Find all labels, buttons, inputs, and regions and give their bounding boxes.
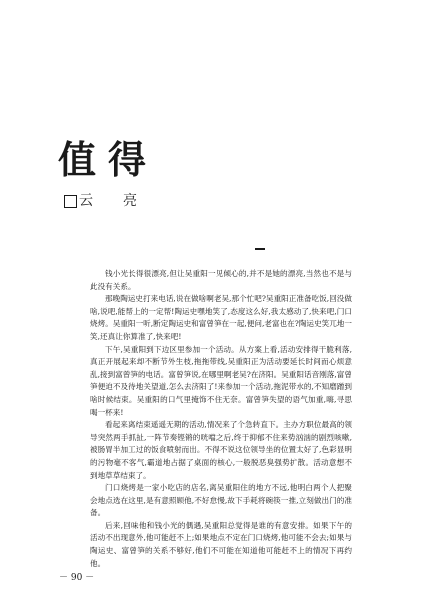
paragraph: 看起来离结束遥遥无期的活动,情况来了个急转直下。主办方职位最高的领导突然两手抓扯,一阵节奏铿锵的咣噹之后,终于抑郁不住来势汹汹的剧烈咳嗽,被肠胃半加工过的饭食喷射而出。不得不说这位领导坐的位置太好了,色彩显明的污物毫不客气,霸道地占据了桌面的核心,一般脱恶臭强势扩散。活动意想不到地草草结束了。 bbox=[90, 420, 352, 480]
author-char: 亮 bbox=[123, 193, 137, 209]
article-title: 值得 bbox=[58, 137, 159, 182]
article-body bbox=[90, 268, 352, 570]
paragraph: 钱小光长得很漂亮,但让吴重阳一见倾心的,并不是她的漂亮,当然也不是与此没有关系。 bbox=[90, 269, 352, 291]
paragraph: 后来,回味他和钱小光的偶遇,吴重阳总觉得是谁的有意安排。如果下午的活动不出现意外,他可能赶不上;如果地点不定在门口烧烤,他可能不会去;如果与陶运史、富曾笋的关系不够好,他们不可能在知道他可能赶不上的情况下再约他。 bbox=[90, 520, 352, 568]
paragraph: 那晚陶运史打来电话,说在做啥啊老吴,那个忙吧?吴重阳正准备吃饭,回没做啥,说吧,能帮上的一定帮!陶运史嘿地笑了,态度这么好,我太感动了,快来吧,门口烧烤。吴重阳一听,断定陶运史和富曾笋在一起,便问,老富也在?陶运史笑兀地一笑,还真让你算准了,快来吧! bbox=[90, 294, 352, 341]
author-char: 云 bbox=[79, 193, 93, 209]
page-number: － 90 － bbox=[59, 573, 95, 583]
section-marker bbox=[255, 248, 265, 250]
paragraph: 门口烧烤是一家小吃店的店名,离吴重阳住的地方不远,他明白两个人把聚会地点选在这里,是有意照顾他,不好怠慢,故下手耗将碗筷一推,立刻做出门的准备。 bbox=[90, 483, 352, 518]
byline bbox=[64, 192, 137, 210]
author-name bbox=[79, 192, 137, 210]
paragraph: 下午,吴重阳到下边区里参加一个活动。从方案上看,活动安排得干脆利落,真正开展起来却不断节外生枝,拖拖带线,吴重阳正为活动要延长时间而心烦意乱,接到富曾笋的电话。富曾笋说,在哪里啊老吴?在济阳。吴重阳话音刚落,富曾笋便迫不及待地关望道,怎么去济阳了!来参加一个活动,拖泥带水的,不知磨蹭到啥时候结束。吴重阳的口气里掩饰不住无奈。富曾笋失望的语气加重,嗨,寻思喝一杯来! bbox=[90, 344, 352, 417]
box-marker bbox=[64, 195, 77, 208]
